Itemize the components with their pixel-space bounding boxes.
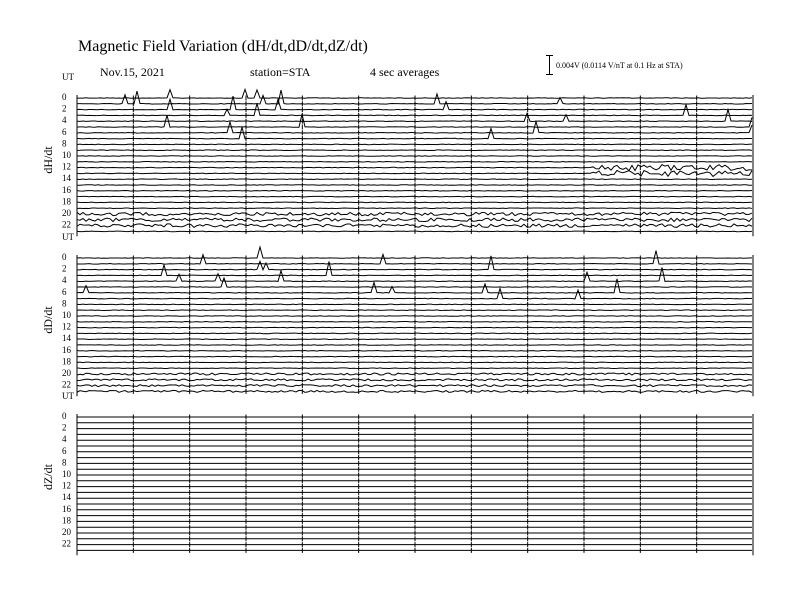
hour-label: 20 <box>62 527 71 537</box>
hour-label: 2 <box>62 103 67 114</box>
hour-label: 8 <box>62 298 67 309</box>
hour-label: 8 <box>62 457 67 468</box>
hour-label: 6 <box>62 286 67 297</box>
hour-label: 10 <box>62 150 71 160</box>
hour-label: 4 <box>62 434 67 445</box>
hour-label: 16 <box>62 184 71 195</box>
y-axis-label: dD/dt <box>41 306 55 334</box>
hour-label: 2 <box>62 422 67 433</box>
hour-label: 0 <box>62 252 67 262</box>
hour-label: 20 <box>62 208 71 218</box>
date-label: Nov.15, 2021 <box>100 65 165 79</box>
hour-label: 18 <box>62 356 71 367</box>
scale-label: 0.004V (0.0114 V/nT at 0.1 Hz at STA) <box>556 61 683 70</box>
hour-label: 2 <box>62 263 67 274</box>
ut-label: UT <box>62 391 74 401</box>
hour-label: 16 <box>62 503 71 514</box>
hour-label: 12 <box>62 161 71 172</box>
hour-label: 6 <box>62 445 67 456</box>
hour-label: 14 <box>62 173 71 184</box>
hour-label: 20 <box>62 368 71 378</box>
averaging-label: 4 sec averages <box>370 65 440 79</box>
hour-label: 18 <box>62 515 71 526</box>
hour-label: 18 <box>62 196 71 207</box>
ut-label: UT <box>62 72 74 82</box>
hour-label: 12 <box>62 480 71 491</box>
hour-label: 8 <box>62 138 67 149</box>
hour-label: 14 <box>62 333 71 344</box>
hour-label: 12 <box>62 321 71 332</box>
station-label: station=STA <box>250 65 311 79</box>
hour-label: 4 <box>62 115 67 126</box>
hour-label: 14 <box>62 492 71 503</box>
hour-label: 0 <box>62 411 67 421</box>
hour-label: 16 <box>62 344 71 355</box>
hour-label: 0 <box>62 92 67 102</box>
chart-title: Magnetic Field Variation (dH/dt,dD/dt,dZ/dt) <box>78 38 368 55</box>
hour-label: 22 <box>62 219 71 230</box>
hour-label: 4 <box>62 275 67 286</box>
hour-label: 6 <box>62 126 67 137</box>
hour-label: 10 <box>62 469 71 479</box>
hour-label: 22 <box>62 538 71 549</box>
hour-label: 22 <box>62 379 71 390</box>
y-axis-label: dH/dt <box>41 146 55 174</box>
ut-label: UT <box>62 232 74 242</box>
hour-label: 10 <box>62 310 71 320</box>
y-axis-label: dZ/dt <box>41 464 55 490</box>
